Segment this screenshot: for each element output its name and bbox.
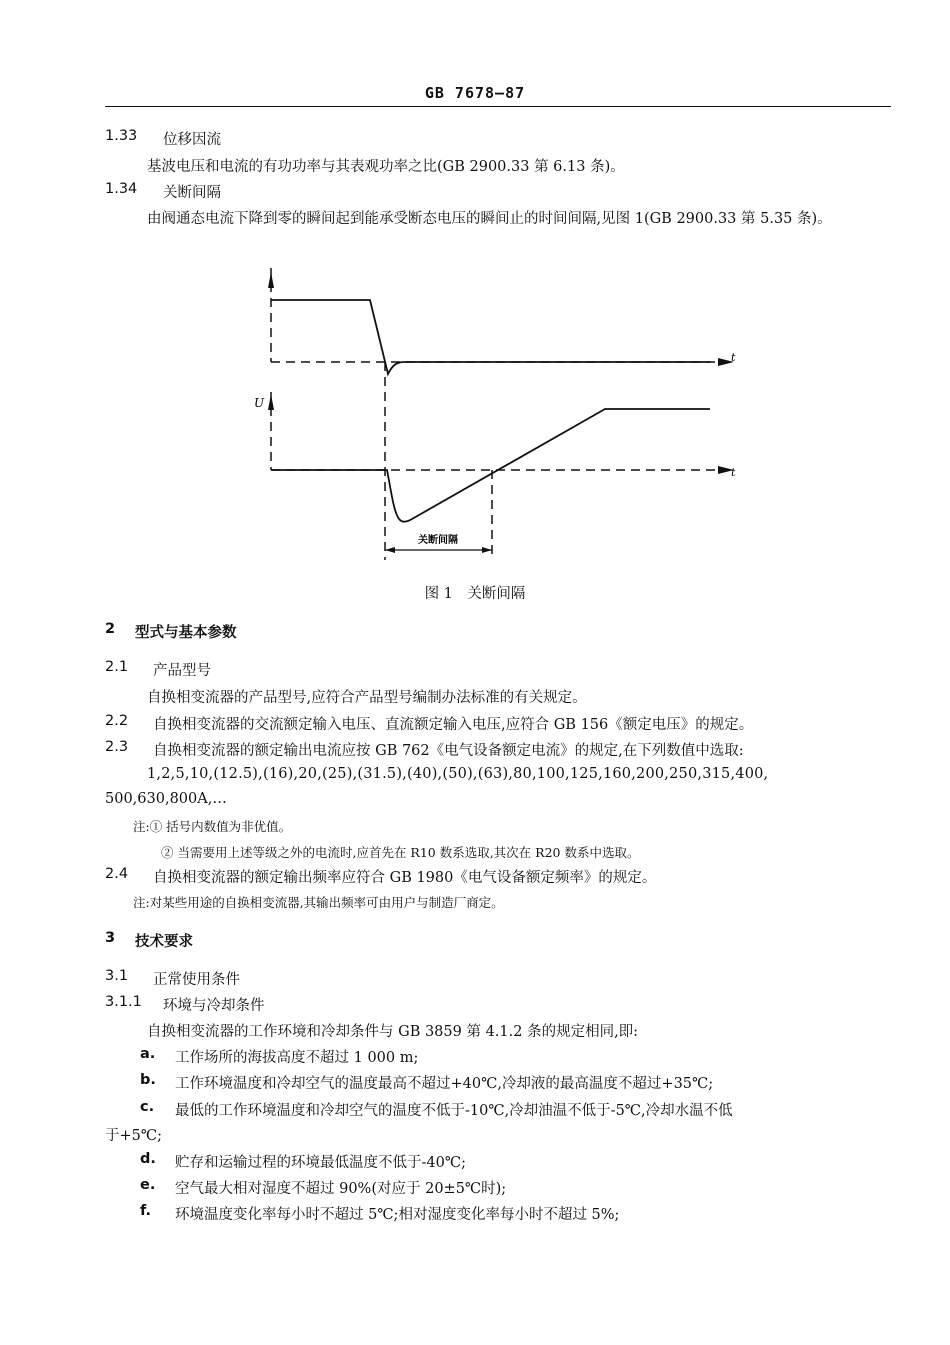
section-title-1-33: 位移因流 <box>163 132 221 148</box>
list-item-f-text: 环境温度变化率每小时不超过 5℃;相对湿度变化率每小时不超过 5%; <box>175 1207 620 1223</box>
section-title-2: 型式与基本参数 <box>135 625 237 641</box>
section-body-1-33: 基波电压和电流的有功功率与其表观功率之比(GB 2900.33 第 6.13 条)。 <box>147 159 625 175</box>
list-item-e-label: e. <box>140 1177 156 1193</box>
section-text-2-2: 自换相变流器的交流额定输入电压、直流额定输入电压,应符合 GB 156《额定电压》的规定。 <box>153 717 754 733</box>
section-number-3: 3 <box>105 930 116 946</box>
top-t-label: t <box>731 351 736 364</box>
section-number-1-34: 1.34 <box>105 181 138 197</box>
section-number-2-4: 2.4 <box>105 866 129 882</box>
current-values-line-2: 500,630,800A,… <box>105 791 227 807</box>
list-item-c-continuation: 于+5℃; <box>105 1128 162 1144</box>
turn-off-interval-figure <box>0 0 950 600</box>
section-intro-3-1-1: 自换相变流器的工作环境和冷却条件与 GB 3859 第 4.1.2 条的规定相同,即: <box>147 1024 639 1040</box>
interval-right-arrow-icon <box>482 547 492 553</box>
list-item-d-label: d. <box>140 1151 156 1167</box>
section-title-3-1: 正常使用条件 <box>153 972 240 988</box>
section-text-2-3: 自换相变流器的额定输出电流应按 GB 762《电气设备额定电流》的规定,在下列数值中选取: <box>153 743 744 759</box>
section-title-2-1: 产品型号 <box>153 663 211 679</box>
interval-left-arrow-icon <box>385 547 395 553</box>
section-number-2-2: 2.2 <box>105 713 129 729</box>
list-item-a-label: a. <box>140 1046 156 1062</box>
current-values-line-1: 1,2,5,10,(12.5),(16),20,(25),(31.5),(40),(50),(63),80,100,125,160,200,250,315,400, <box>147 766 769 782</box>
section-body-1-34: 由阀通态电流下降到零的瞬间起到能承受断态电压的瞬间止的时间间隔,见图 1(GB 2900.33 第 5.35 条)。 <box>147 211 832 227</box>
note-2-3-1: 注:① 括号内数值为非优值。 <box>133 819 292 834</box>
list-item-c-label: c. <box>140 1099 155 1115</box>
interval-label: 关断间隔 <box>418 535 458 546</box>
section-body-2-1: 自换相变流器的产品型号,应符合产品型号编制办法标准的有关规定。 <box>147 690 587 706</box>
bottom-t-label: t <box>731 466 736 479</box>
list-item-c-text: 最低的工作环境温度和冷却空气的温度不低于-10℃,冷却油温不低于-5℃,冷却水温不低 <box>175 1103 733 1119</box>
list-item-d-text: 贮存和运输过程的环境最低温度不低于-40℃; <box>175 1155 466 1171</box>
section-number-3-1-1: 3.1.1 <box>105 994 142 1010</box>
list-item-a-text: 工作场所的海拔高度不超过 1 000 m; <box>175 1050 419 1066</box>
top-axis-arrow-icon <box>268 272 274 288</box>
section-number-2-1: 2.1 <box>105 659 129 675</box>
current-curve <box>271 300 710 374</box>
note-2-4: 注:对某些用途的自换相变流器,其输出频率可由用户与制造厂商定。 <box>133 895 504 910</box>
section-number-2-3: 2.3 <box>105 739 129 755</box>
figure-caption: 图 1 关断间隔 <box>424 586 526 602</box>
voltage-curve <box>271 409 710 522</box>
list-item-b-text: 工作环境温度和冷却空气的温度最高不超过+40℃,冷却液的最高温度不超过+35℃; <box>175 1076 714 1092</box>
section-title-3: 技术要求 <box>135 934 193 950</box>
list-item-e-text: 空气最大相对湿度不超过 90%(对应于 20±5℃时); <box>175 1181 507 1197</box>
section-title-1-34: 关断间隔 <box>163 185 221 201</box>
section-title-3-1-1: 环境与冷却条件 <box>163 998 265 1014</box>
section-number-1-33: 1.33 <box>105 128 138 144</box>
document-header: GB 7678—87 <box>424 84 526 102</box>
list-item-f-label: f. <box>140 1203 152 1219</box>
u-label: U <box>254 396 265 410</box>
bottom-axis-arrow-icon <box>268 394 274 410</box>
section-number-2: 2 <box>105 621 116 637</box>
list-item-b-label: b. <box>140 1072 156 1088</box>
section-number-3-1: 3.1 <box>105 968 129 984</box>
note-2-3-2: ② 当需要用上述等级之外的电流时,应首先在 R10 数系选取,其次在 R20 数系中选取。 <box>161 845 640 860</box>
section-text-2-4: 自换相变流器的额定输出频率应符合 GB 1980《电气设备额定频率》的规定。 <box>153 870 657 886</box>
